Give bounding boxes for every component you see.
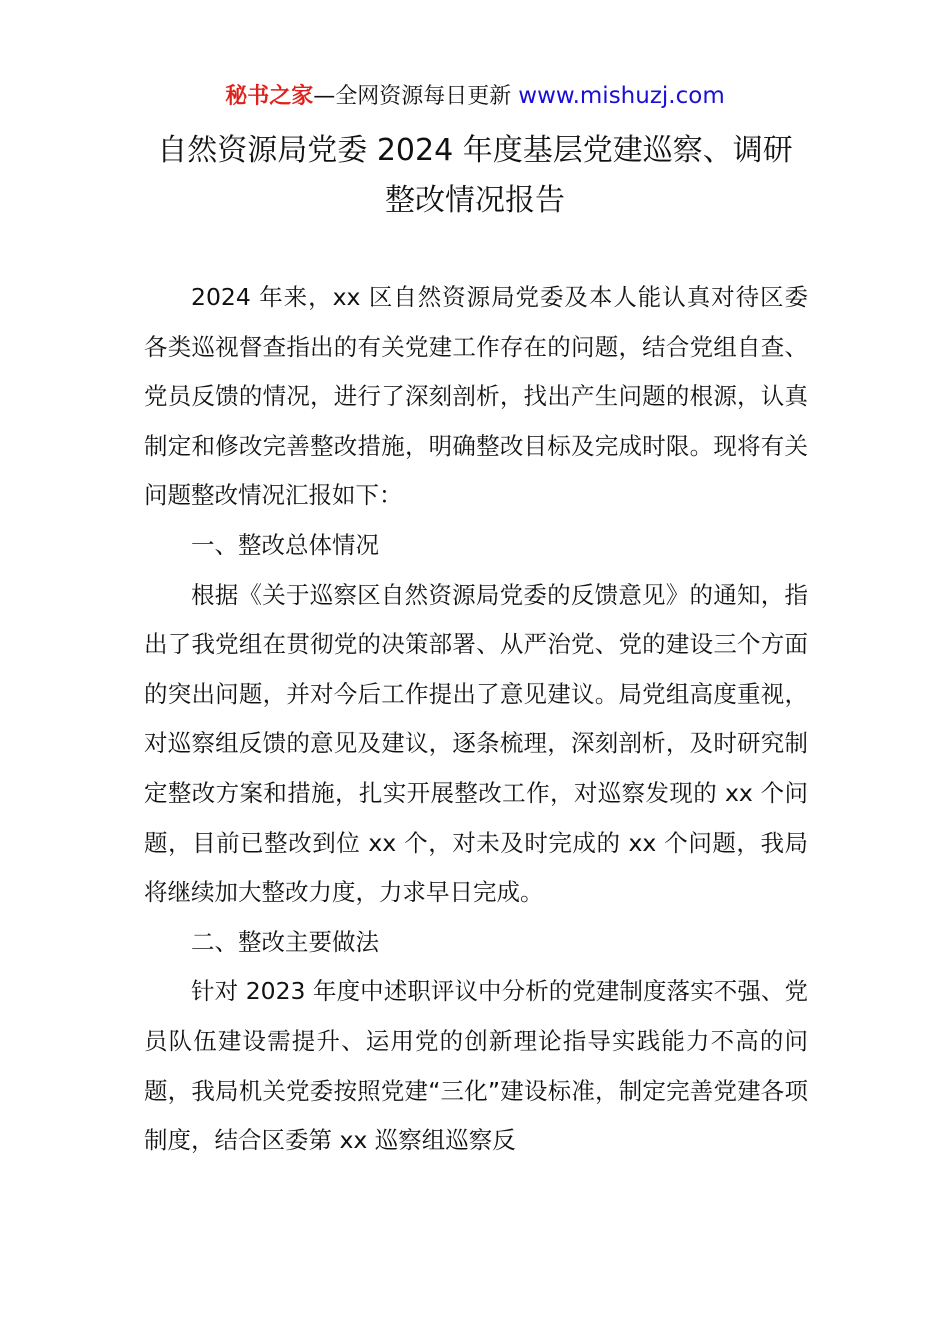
section-heading-methods: 二、整改主要做法 <box>191 927 379 956</box>
title-line-1: 自然资源局党委 2024 年度基层党建巡察、调研 <box>157 133 793 168</box>
site-banner <box>0 80 950 113</box>
methods-paragraph: 针对 2023 年度中述职评议中分析的党建制度落实不强、党员队伍建设需提升、运用党的创新理论指导实践能力不高的问题，我局机关党委按照党建“三化”建设标准，制定完善党建各项制度，结合区委第 xx 巡察组巡察反 <box>144 977 808 1155</box>
brand-name: 秘书之家 <box>225 84 314 109</box>
site-url-link[interactable]: www.mishuzj.com <box>518 83 725 109</box>
banner-tagline: —全网资源每日更新 <box>313 84 519 109</box>
document-body <box>144 273 808 1166</box>
document-title <box>100 126 850 226</box>
section-heading-overall: 一、整改总体情况 <box>191 530 379 559</box>
intro-paragraph: 2024 年来，xx 区自然资源局党委及本人能认真对待区委各类巡视督查指出的有关党建工作存在的问题，结合党组自查、党员反馈的情况，进行了深刻剖析，找出产生问题的根源，认真制定和修改完善整改措施，明确整改目标及完成时限。现将有关问题整改情况汇报如下： <box>144 283 808 510</box>
overall-paragraph: 根据《关于巡察区自然资源局党委的反馈意见》的通知，指出了我党组在贯彻党的决策部署、从严治党、党的建设三个方面的突出问题，并对今后工作提出了意见建议。局党组高度重视，对巡察组反馈的意见及建议，逐条梳理，深刻剖析，及时研究制定整改方案和措施，扎实开展整改工作，对巡察发现的 xx 个问题，目前已整改到位 xx 个，对未及时完成的 xx 个问题，我局将继续加大整改力度，力求早日完成。 <box>144 580 808 907</box>
title-line-2: 整改情况报告 <box>385 183 565 218</box>
